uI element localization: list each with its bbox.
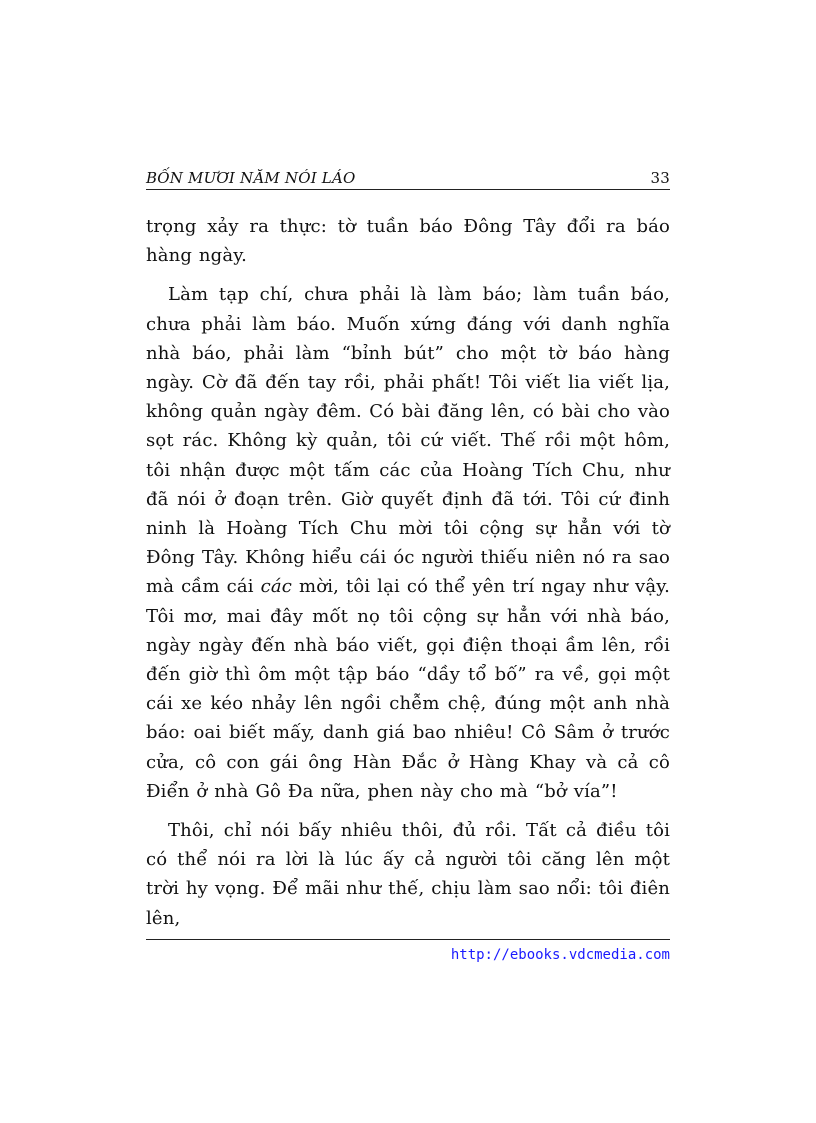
book-title: BỐN MƯƠI NĂM NÓI LÁO [146, 169, 356, 187]
running-header [146, 165, 670, 187]
page-number: 33 [650, 169, 670, 187]
header-divider [146, 189, 670, 190]
paragraph: Thôi, chỉ nói bấy nhiêu thôi, đủ rồi. Tất cả điều tôi có thể nói ra lời là lúc ấy cả người tôi căng lên một trời hy vọng. Để mãi như thế, chịu làm sao nổi: tôi điên lên, [146, 820, 670, 929]
italic-word: các [260, 576, 293, 598]
paragraph-text: Làm tạp chí, chưa phải là làm báo; làm tuần báo, chưa phải làm báo. Muốn xứng đáng với danh nghĩa nhà báo, phải làm “bỉnh bút” cho một tờ báo hàng ngày. Cờ đã đến tay rồi, phải phất! Tôi viết lia viết lịa, không quản ngày đêm. Có bài đăng lên, có bài cho vào sọt rác. Không kỳ quản, tôi cứ viết. Thế rồi một hôm, tôi nhận được một tấm các của Hoàng Tích Chu, như đã nói ở đoạn trên. Giờ quyết định đã tới. Tôi cứ đinh ninh là Hoàng Tích Chu mời tôi cộng sự hẳn với tờ Đông Tây. Không hiểu cái óc người thiếu niên nó ra sao mà cầm cái [146, 284, 670, 598]
paragraph [146, 280, 670, 806]
paragraph-continued: trọng xảy ra thực: tờ tuần báo Đông Tây đổi ra báo hàng ngày. [146, 216, 670, 267]
footer-divider [146, 939, 670, 940]
ebook-source-link[interactable]: http://ebooks.vdcmedia.com [450, 947, 670, 963]
paragraph-text: mời, tôi lại có thể yên trí ngay như vậy. Tôi mơ, mai đây mốt nọ tôi cộng sự hẳn với nhà báo, ngày ngày đến nhà báo viết, gọi điện thoại ầm lên, rồi đến giờ thì ôm một tập báo “dầy tổ bố” ra về, gọi một cái xe kéo nhảy lên ngồi chễm chệ, đúng một anh nhà báo: oai biết mấy, danh giá bao nhiêu! Cô Sâm ở trước cửa, cô con gái ông Hàn Đắc ở Hàng Khay và cả cô Điển ở nhà Gô Đa nữa, phen này cho mà “bở vía”! [146, 576, 670, 802]
book-page [146, 0, 670, 1123]
body-text [146, 212, 670, 943]
